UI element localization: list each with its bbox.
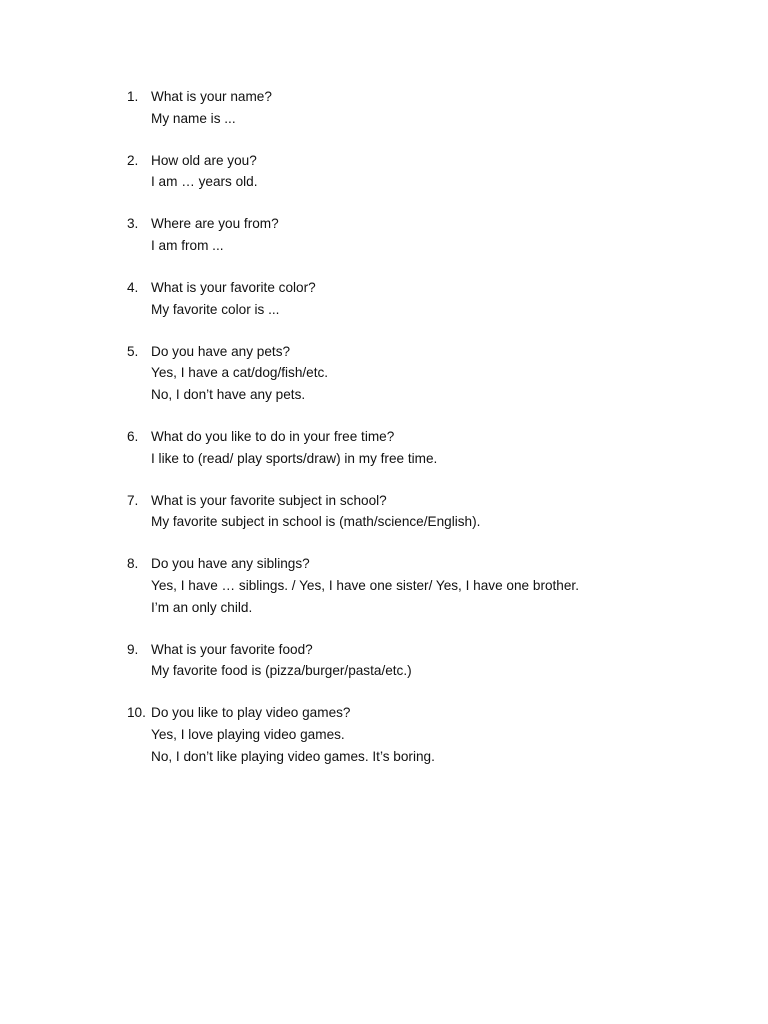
question-text: Do you have any siblings?	[151, 556, 310, 572]
answer-text: No, I don’t like playing video games. It’s boring.	[151, 748, 435, 764]
answer-text: My favorite color is ...	[151, 301, 280, 317]
question-text: How old are you?	[151, 152, 257, 168]
answer-text: I’m an only child.	[151, 599, 253, 615]
question-text: What is your favorite subject in school?	[151, 492, 387, 508]
question-text: Do you have any pets?	[151, 343, 291, 359]
answer-text: I am from ...	[151, 237, 224, 253]
answer-text: Yes, I love playing video games.	[151, 726, 345, 742]
answer-text: Yes, I have … siblings. / Yes, I have one sister/ Yes, I have one brother.	[151, 578, 579, 593]
list-number: 1.	[127, 89, 139, 104]
question-text: What is your favorite color?	[151, 280, 316, 296]
list-number: 10.	[127, 705, 146, 721]
answer-text: Yes, I have a cat/dog/fish/etc.	[151, 365, 329, 381]
answer-text: I am … years old.	[151, 174, 258, 190]
question-text: Where are you from?	[151, 216, 279, 232]
answer-text: My favorite subject in school is (math/science/English).	[151, 514, 481, 530]
list-item-10	[127, 702, 727, 767]
question-list	[127, 86, 727, 788]
list-item-6	[127, 426, 727, 469]
question-text: What is your favorite food?	[151, 641, 313, 657]
list-item-5	[127, 341, 727, 406]
list-item-7	[127, 490, 727, 533]
list-item-8	[127, 553, 727, 618]
question-text: What do you like to do in your free time?	[151, 429, 395, 445]
list-number: 2.	[127, 152, 139, 168]
list-number: 3.	[127, 216, 139, 232]
list-number: 6.	[127, 429, 139, 445]
list-number: 8.	[127, 556, 139, 572]
list-item-9	[127, 639, 727, 682]
question-text: What is your name?	[151, 89, 272, 104]
answer-text: No, I don’t have any pets.	[151, 386, 306, 402]
list-number: 9.	[127, 641, 139, 657]
list-item-3	[127, 213, 727, 256]
question-text: Do you like to play video games?	[151, 705, 351, 721]
list-item-2	[127, 150, 727, 193]
list-number: 7.	[127, 492, 139, 508]
answer-text: My favorite food is (pizza/burger/pasta/etc.)	[151, 663, 412, 679]
list-number: 4.	[127, 280, 139, 296]
list-number: 5.	[127, 343, 139, 359]
answer-text: I like to (read/ play sports/draw) in my free time.	[151, 450, 438, 466]
list-item-1	[127, 86, 727, 129]
list-item-4	[127, 277, 727, 320]
answer-text: My name is ...	[151, 110, 236, 126]
